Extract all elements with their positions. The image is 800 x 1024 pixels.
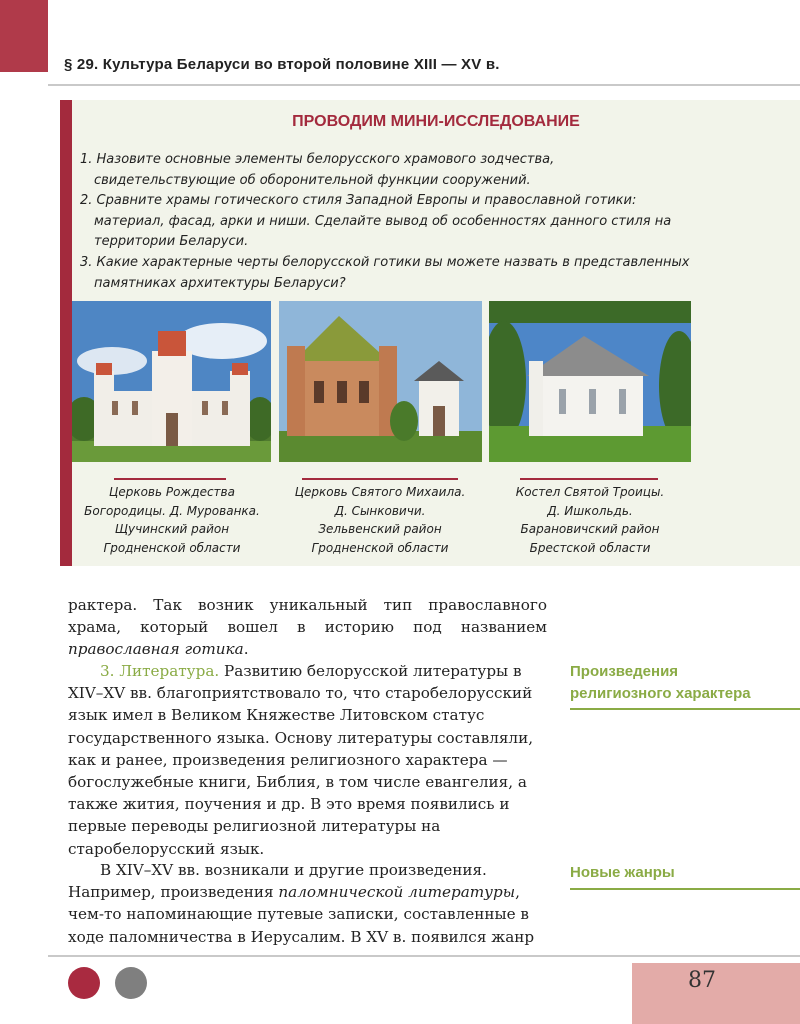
caption-divider-2 — [302, 478, 458, 480]
caption-divider-1 — [114, 478, 226, 480]
photo-ishkold-church — [489, 301, 691, 462]
section-heading-literature: 3. Литература. — [100, 662, 220, 680]
photo-synkovichi-church — [279, 301, 482, 462]
body-paragraph-3: В XIV–XV вв. возникали и другие произведения. Например, произведения паломнической литературы, чем-то напоминающие путевые записки, составленные в ходе паломничества в Иерусалим. В XV в. появился жанр — [68, 861, 535, 946]
caption-divider-3 — [520, 478, 658, 480]
caption-line: Зельвенский район — [318, 522, 442, 536]
caption-line: Гродненской области — [103, 540, 241, 555]
footer-dot-gray — [115, 967, 147, 999]
header-divider — [48, 84, 800, 86]
caption-line: Церковь Святого Михаила. — [294, 485, 466, 499]
question-2: 2. Сравните храмы готического стиля Западной Европы и православной готики: материал, фасад, арки и ниши. Сделайте вывод об особенностях данного стиля на территории Беларуси. — [80, 193, 672, 250]
side-note-religious-works — [570, 661, 751, 705]
photo-caption-3 — [490, 483, 690, 557]
caption-line: Д. Ишкольдь. — [547, 503, 633, 518]
footer-dot-red — [68, 967, 100, 999]
research-questions — [80, 150, 690, 294]
side-note-divider-1 — [570, 708, 800, 710]
caption-line: Барановичский район — [520, 522, 660, 536]
caption-line: Костел Святой Троицы. — [515, 485, 665, 499]
term-orthodox-gothic: православная готика — [68, 640, 244, 659]
body-paragraph-2: 3. Литература. Развитию белорусской литературы в XIV–XV вв. благоприятствовало то, что старобелорусский язык имел в Великом Княжестве Литовском статус государственного языка. Основу литературы составляли, как и ранее, произведения религиозного характера — богослужебные книги, Библия, в том числе евангелия, а также жития, поучения и др. В это время появились и первые переводы религиозной литературы на старобелорусский язык. — [68, 662, 534, 858]
photo-murovanka-church — [72, 301, 271, 462]
research-box-accent-bar — [60, 100, 72, 566]
caption-line: Д. Сынковичи. — [334, 503, 426, 518]
side-note-new-genres: Новые жанры — [570, 864, 675, 881]
caption-line: Щучинский район — [114, 522, 230, 536]
corner-decoration — [0, 0, 48, 72]
caption-line: Брестской области — [529, 540, 651, 555]
term-pilgrimage-literature: паломнической литературы — [278, 883, 516, 902]
side-note-line: Произведения — [570, 663, 679, 680]
side-note-line: религиозного характера — [570, 685, 751, 702]
caption-line: Богородицы. Д. Мурованка. — [84, 503, 260, 518]
chapter-header: § 29. Культура Беларуси во второй половине XIII — XV в. — [64, 56, 500, 73]
question-1: 1. Назовите основные элементы белорусского храмового зодчества, свидетельствующие об оборонительной функции сооружений. — [80, 152, 555, 188]
body-paragraph-1: рактера. Так возник уникальный тип православного храма, который вошел в историю под названием православная готика. — [68, 596, 547, 659]
caption-line: Гродненской области — [311, 540, 449, 555]
footer-divider — [48, 955, 800, 957]
research-title: ПРОВОДИМ МИНИ-ИССЛЕДОВАНИЕ — [292, 113, 580, 130]
caption-line: Церковь Рождества — [109, 485, 235, 499]
photo-caption-1 — [76, 483, 268, 557]
photo-caption-2 — [280, 483, 480, 557]
page-number: 87 — [688, 968, 716, 993]
side-note-divider-2 — [570, 888, 800, 890]
question-3: 3. Какие характерные черты белорусской готики вы можете назвать в представленных памятниках архитектуры Беларуси? — [80, 254, 690, 291]
